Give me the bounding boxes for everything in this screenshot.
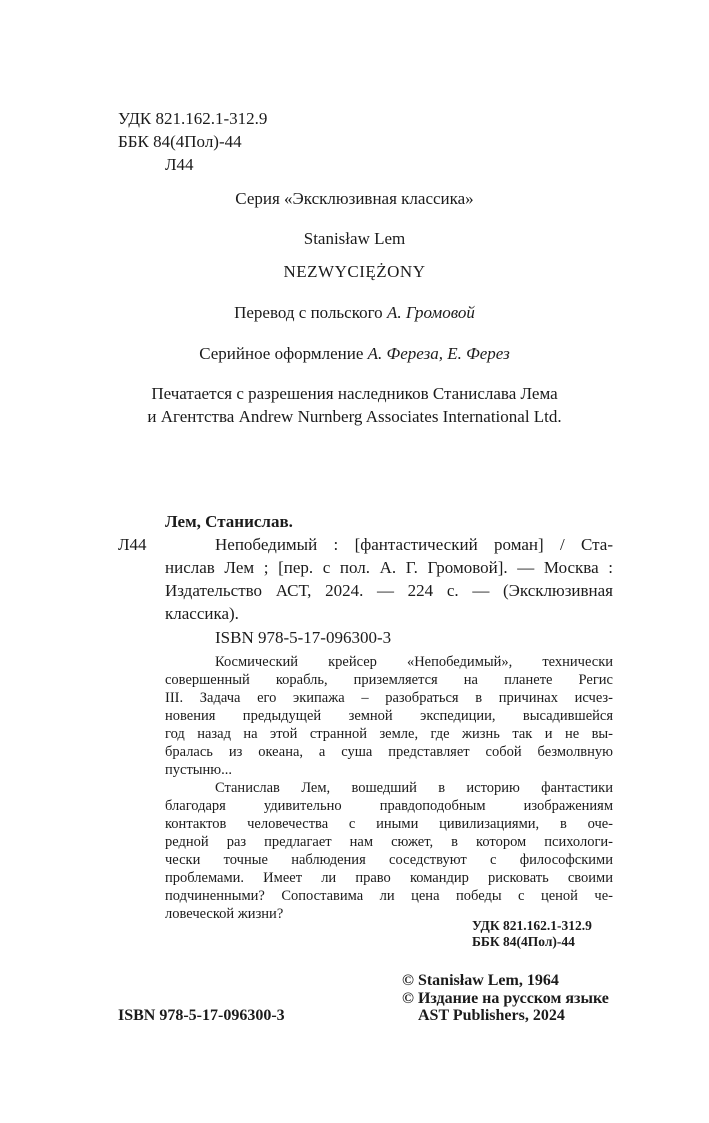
annotation-line: совершенный корабль, приземляется на планете Регис <box>165 672 613 688</box>
annotation-line: редной раз предлагает нам сюжет, в котором психологи- <box>165 834 613 850</box>
footer-isbn: ISBN 978-5-17-096300-3 <box>118 1007 285 1024</box>
annotation-line: Станислав Лем, вошедший в историю фантастики <box>215 780 613 796</box>
footer-udk: УДК 821.162.1-312.9 <box>472 918 592 933</box>
annotation-line: пустыню... <box>165 762 232 778</box>
annotation-line: Космический крейсер «Непобедимый», технически <box>215 654 613 670</box>
annotation-line: подчиненными? Сопоставима ли цена победы с ценой че- <box>165 888 613 904</box>
bib-isbn: ISBN 978-5-17-096300-3 <box>215 628 392 647</box>
permission-line-1: Печатается с разрешения наследников Станислава Лема <box>151 384 558 403</box>
bib-description-line: нислав Лем ; [пер. с пол. А. Г. Громовой]. — Москва : <box>165 558 613 577</box>
annotation-line: год назад на этой странной земле, где жизнь так и не вы- <box>165 726 613 742</box>
translator-name: А. Громовой <box>386 303 475 322</box>
translation-credit <box>0 303 709 323</box>
bib-description-line: Непобедимый : [фантастический роман] / Ста- <box>215 535 613 554</box>
original-author: Stanisław Lem <box>303 229 406 248</box>
copyright-author: © Stanisław Lem, 1964 <box>402 972 559 989</box>
annotation-line: чески точные наблюдения соседствуют с философскими <box>165 852 613 868</box>
annotation-line: благодаря удивительно правдоподобным изображениям <box>165 798 613 814</box>
udk-code: УДК 821.162.1-312.9 <box>118 109 268 128</box>
designer-names: А. Фереза, Е. Ферез <box>367 344 510 363</box>
bbk-code: ББК 84(4Пол)-44 <box>118 132 242 151</box>
annotation-line: новения предыдущей земной экспедиции, высадившейся <box>165 708 613 724</box>
author-mark: Л44 <box>165 155 194 174</box>
copyright-publisher: AST Publishers, 2024 <box>418 1007 565 1024</box>
original-title: NEZWYCIĘŻONY <box>283 262 426 281</box>
series-title: Серия «Эксклюзивная классика» <box>235 189 474 208</box>
permission-line-2: и Агентства Andrew Nurnberg Associates International Ltd. <box>147 407 562 426</box>
annotation-line: III. Задача его экипажа – разобраться в причинах исчез- <box>165 690 613 706</box>
translation-prefix: Перевод с польского <box>234 303 387 322</box>
design-credit <box>0 344 709 364</box>
annotation-line: контактов человечества с иными цивилизациями, в оче- <box>165 816 613 832</box>
annotation-line: проблемами. Имеет ли право командир рисковать своими <box>165 870 613 886</box>
design-prefix: Серийное оформление <box>199 344 368 363</box>
bib-description-line: Издательство АСТ, 2024. — 224 с. — (Эксклюзивная <box>165 581 613 600</box>
copyright-edition: © Издание на русском языке <box>402 990 609 1007</box>
annotation-line: ловеческой жизни? <box>165 906 284 922</box>
annotation-line: бралась из океана, а суша представляет собой безмолвную <box>165 744 613 760</box>
footer-bbk: ББК 84(4Пол)-44 <box>472 934 575 949</box>
author-mark-bib: Л44 <box>118 535 147 554</box>
bib-description-line: классика). <box>165 604 239 623</box>
author-heading: Лем, Станислав. <box>165 512 293 531</box>
